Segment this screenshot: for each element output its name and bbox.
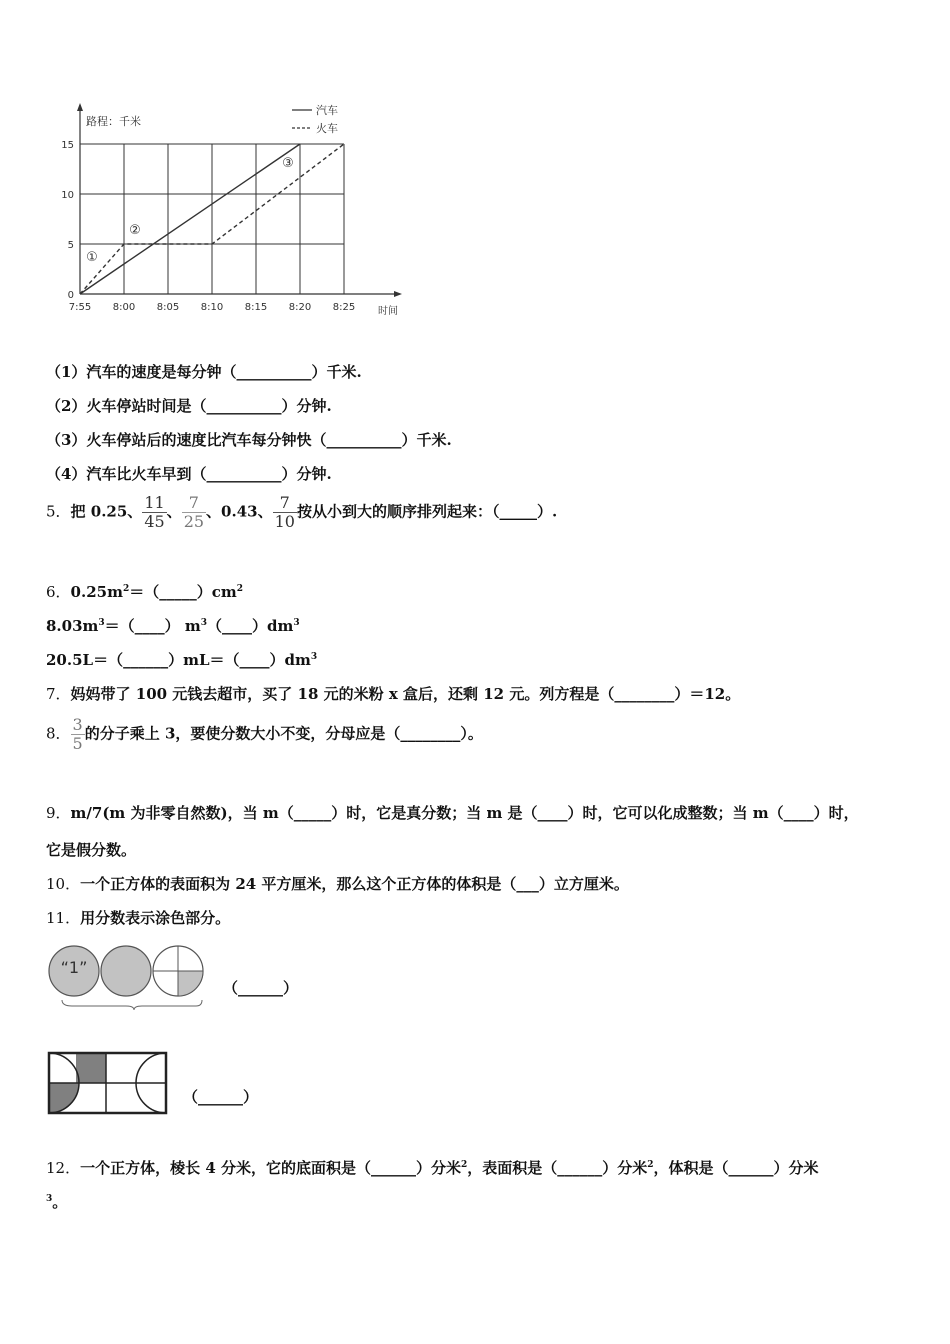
x-tick-label: 8:00	[112, 302, 136, 313]
question-8: 8． $\frac{3}{5}$ 的分子乘上 3，要使分数大小不变，分母应是（________）。	[46, 715, 483, 753]
distance-time-chart	[50, 95, 420, 325]
question-12-line2: $^3$。	[46, 1193, 68, 1211]
x-tick-label: 8:20	[288, 302, 312, 313]
y-tick-label: 10	[61, 190, 74, 201]
x-tick-label: 8:10	[200, 302, 224, 313]
y-tick-label: 15	[61, 140, 74, 151]
full-circle-2	[101, 946, 151, 996]
q4-sub3: （3）火车停站后的速度比汽车每分钟快（__________）千米.	[46, 431, 452, 449]
question-5: 5．把 0.25、 $\frac{11}{45}$ 、 $\frac{7}{25}$ 、0.43、 $\frac{7}{10}$ 按从小到大的顺序排列起来：（_____）.	[46, 493, 558, 531]
question-6-line1: 6．$0.25m^2=(\_\_\_\_\_)cm^2$	[46, 583, 243, 601]
circles-figure	[46, 940, 211, 1010]
question-9-line2: 它是假分数。	[46, 841, 137, 859]
series-line-汽车	[80, 144, 300, 294]
y-tick-label: 0	[67, 290, 74, 301]
chart-annotation: ①	[86, 250, 98, 265]
x-axis-arrow	[394, 291, 402, 297]
x-axis-label: 时间	[378, 306, 398, 317]
q11-blank-2: （______）	[183, 1088, 259, 1106]
legend-label: 汽车	[316, 104, 338, 117]
y-tick-label: 5	[67, 240, 74, 251]
y-axis-label: 路程：千米	[86, 115, 141, 128]
x-tick-label: 8:25	[332, 302, 356, 313]
question-10: 10．一个正方体的表面积为 24 平方厘米，那么这个正方体的体积是（___）立方厘米。	[46, 875, 629, 893]
question-9-line1: 9．m/7(m 为非零自然数)，当 m（_____）时，它是真分数；当 m 是（____）时，它可以化成整数；当 m（____）时，	[46, 804, 859, 822]
rectangle-figure	[46, 1050, 171, 1116]
fraction-7-25: $\frac{7}{25}$	[183, 493, 205, 531]
question-12-line1: 12．一个正方体，棱长 4 分米，它的底面积是（______）分米$^2$，表面积是（______）分米$^2$，体积是（______）分米	[46, 1159, 819, 1177]
question-6-line3: $20.5L=(\_\_\_\_\_\_)mL=(\_\_\_\_)dm^3$	[46, 651, 318, 669]
fraction-7-10: $\frac{7}{10}$	[274, 493, 295, 531]
shaded-square	[76, 1053, 106, 1083]
x-tick-label: 8:15	[244, 302, 268, 313]
question-7: 7．妈妈带了 100 元钱去超市，买了 18 元的米粉 x 盒后，还剩 12 元。列方程是（________）＝12。	[46, 685, 741, 703]
q4-sub1: （1）汽车的速度是每分钟（__________）千米.	[46, 363, 362, 381]
circle-unit-label: “1”	[60, 958, 88, 977]
brace	[62, 1000, 202, 1010]
fraction-3-5: $\frac{3}{5}$	[72, 715, 83, 753]
fraction-11-45: $\frac{11}{45}$	[144, 493, 165, 531]
chart-annotation: ②	[129, 223, 141, 238]
quarter-shaded	[178, 971, 203, 996]
q4-sub2: （2）火车停站时间是（__________）分钟.	[46, 397, 332, 415]
question-6-line2: $8.03m^3=(\_\_\_\_)$ $m^3(\_\_\_\_)dm^3$	[46, 617, 300, 635]
question-11: 11．用分数表示涂色部分。	[46, 909, 231, 927]
y-axis-arrow	[77, 103, 83, 111]
x-tick-label: 8:05	[156, 302, 180, 313]
chart-annotation: ③	[282, 156, 294, 171]
x-tick-label: 7:55	[68, 302, 92, 313]
legend-label: 火车	[316, 122, 338, 135]
q4-sub4: （4）汽车比火车早到（__________）分钟.	[46, 465, 332, 483]
q11-blank-1: （______）	[223, 979, 299, 997]
